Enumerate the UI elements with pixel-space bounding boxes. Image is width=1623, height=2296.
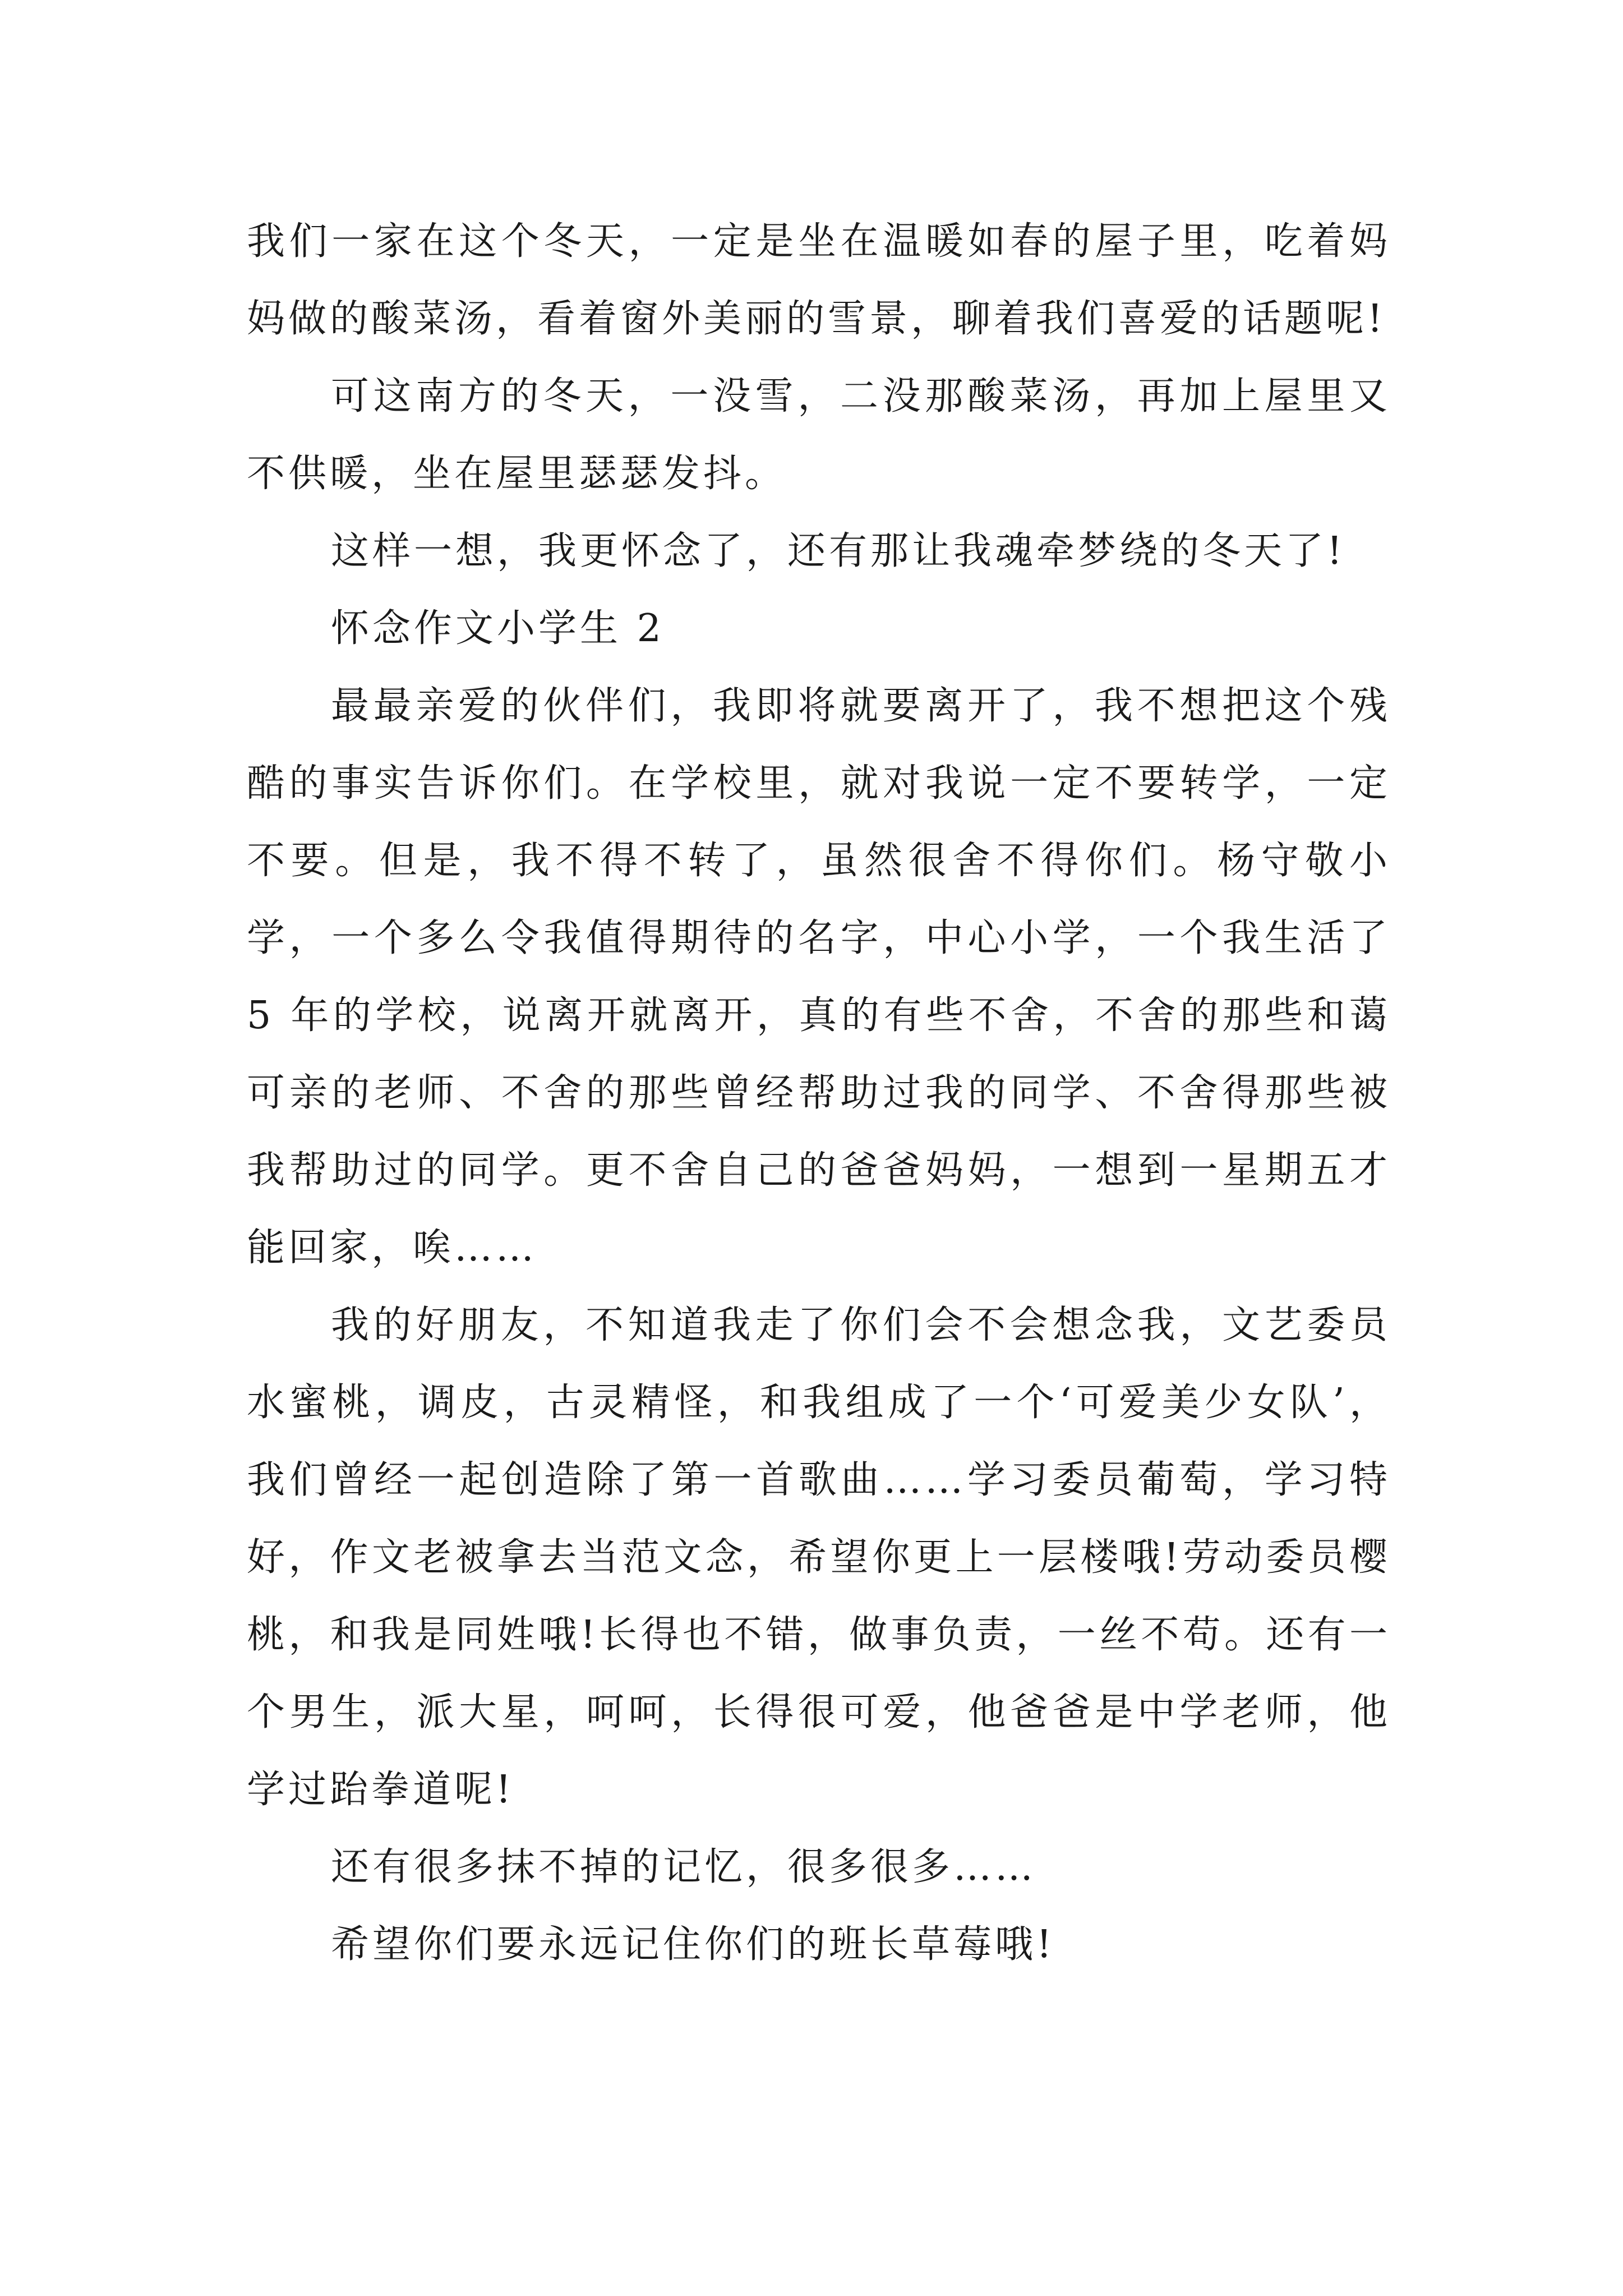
- paragraph: 可这南方的冬天，一没雪，二没那酸菜汤，再加上屋里又不供暖，坐在屋里瑟瑟发抖。: [247, 374, 1391, 496]
- paragraph: 希望你们要永远记住你们的班长草莓哦!: [331, 1922, 1055, 1967]
- section-heading: 怀念作文小学生 2: [331, 606, 665, 651]
- paragraph: 我的好朋友，不知道我走了你们会不会想念我，文艺委员水蜜桃，调皮，古灵精怪，和我组成了一个‘可爱美少女队’，我们曾经一起创造除了第一首歌曲……学习委员葡萄，学习特好，作文老被拿去当范文念，希望你更上一层楼哦!劳动委员樱桃，和我是同姓哦!长得也不错，做事负责，一丝不苟。还有一个男生，派大星，呵呵，长得很可爱，他爸爸是中学老师，他学过跆拳道呢!: [247, 1303, 1391, 1812]
- paragraph: 最最亲爱的伙伴们，我即将就要离开了，我不想把这个残酷的事实告诉你们。在学校里，就对我说一定不要转学，一定不要。但是，我不得不转了，虽然很舍不得你们。杨守敬小学，一个多么令我值得期待的名字，中心小学，一个我生活了 5 年的学校，说离开就离开，真的有些不舍，不舍的那些和蔼可亲的老师、不舍的那些曾经帮助过我的同学、不舍得那些被我帮助过的同学。更不舍自己的爸爸妈妈，一想到一星期五才能回家，唉……: [247, 684, 1407, 1270]
- paragraph: 我们一家在这个冬天，一定是坐在温暖如春的屋子里，吃着妈妈做的酸菜汤，看着窗外美丽的雪景，聊着我们喜爱的话题呢!: [247, 219, 1391, 341]
- paragraph: 还有很多抹不掉的记忆，很多很多……: [331, 1845, 1037, 1889]
- document-body: [247, 203, 1407, 1984]
- paragraph: 这样一想，我更怀念了，还有那让我魂牵梦绕的冬天了!: [331, 529, 1346, 573]
